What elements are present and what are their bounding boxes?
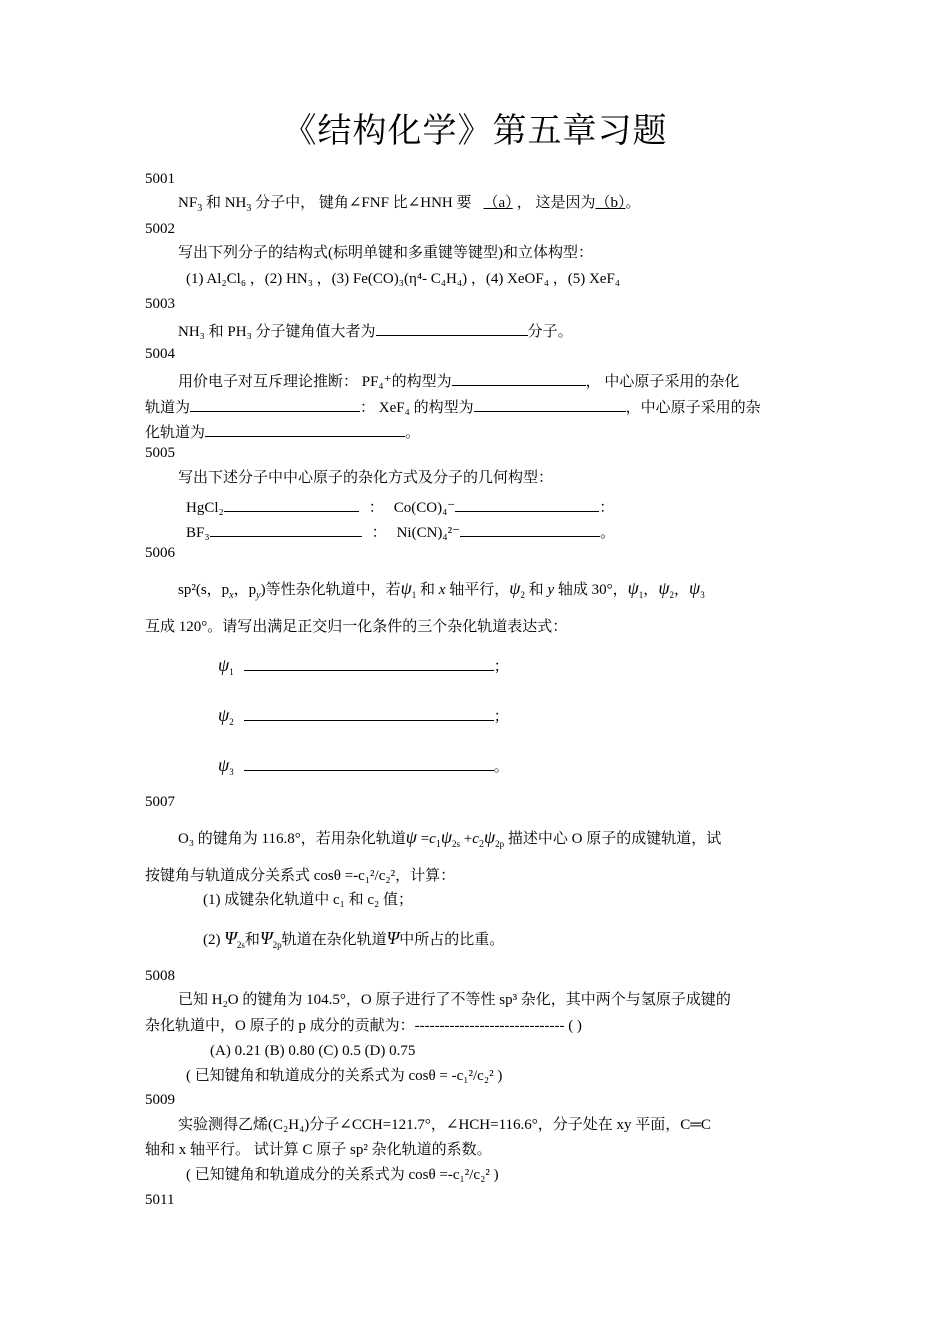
q5007-item2-text: 中所占的比重。	[399, 932, 505, 948]
answer-blank	[474, 395, 626, 412]
q5006-part: 和	[524, 582, 548, 598]
answer-blank	[205, 420, 405, 437]
page-title: 《结构化学》第五章习题	[282, 113, 668, 150]
end-mark: 。	[493, 759, 509, 775]
answer-blank	[190, 395, 360, 412]
psi-symbol: ψ	[400, 578, 412, 598]
question-5008-options: (A) 0.21 (B) 0.80 (C) 0.5 (D) 0.75	[210, 1043, 416, 1059]
question-number-5011: 5011	[145, 1192, 175, 1208]
psi-symbol: ψ	[218, 755, 230, 775]
question-5005-row1	[186, 495, 614, 517]
question-5004-line2	[145, 395, 761, 417]
psi-symbol: ψ	[218, 655, 230, 675]
end-mark: ；	[493, 659, 509, 675]
question-5004-line3	[145, 420, 420, 442]
question-number-5001: 5001	[145, 171, 175, 187]
hgcl2-label: HgCl₂	[186, 500, 224, 516]
question-5009-note: ( 已知键角和轨道成分的关系式为 cosθ =-c₁²/c₂² )	[186, 1167, 499, 1183]
q5007-item2-text: 轨道在杂化轨道	[281, 932, 387, 948]
question-5008-line1: 已知 H₂O 的键角为 104.5°，O 原子进行了不等性 sp³ 杂化，其中两个与氢原子成键的	[178, 992, 731, 1008]
question-5008-line2: 杂化轨道中，O 原子的 p 成分的贡献为：------------------------------ ( )	[145, 1018, 582, 1034]
q5001-part-e: 。	[625, 195, 641, 211]
q5007-part: 描述中心 O 原子的成键轨道，试	[504, 831, 722, 847]
psi-symbol: Ψ	[224, 928, 237, 948]
psi-symbol: Ψ	[386, 928, 400, 948]
q5004-l2a: 轨道为	[145, 400, 191, 416]
answer-blank	[244, 704, 494, 721]
question-5002-line1: 写出下列分子的结构式(标明单键和多重键等键型)和立体构型：	[178, 245, 593, 261]
q5006-part: sp²(s，p	[178, 582, 230, 598]
question-5006-line2: 互成 120°。请写出满足正交归一化条件的三个杂化轨道表达式：	[145, 619, 568, 635]
answer-blank	[224, 495, 359, 512]
answer-blank	[210, 520, 362, 537]
psi-symbol: ψ	[218, 705, 230, 725]
blank-a: （a）	[483, 195, 513, 211]
q5006-part: 轴成 30°，	[554, 582, 628, 598]
bf3-label: BF₃	[186, 525, 210, 541]
question-5004-line1	[178, 369, 739, 391]
end-mark: 。	[600, 525, 616, 541]
psi-symbol: ψ	[405, 827, 417, 847]
answer-blank	[452, 369, 586, 386]
nicn4-label: Ni(CN)₄²⁻	[396, 525, 461, 541]
question-5009-line2: 轴和 x 轴平行。 试计算 C 原子 sp² 杂化轨道的系数。	[145, 1142, 492, 1158]
question-number-5009: 5009	[145, 1092, 175, 1108]
answer-blank	[460, 520, 600, 537]
answer-blank	[455, 495, 599, 512]
q5006-part: )等性杂化轨道中，若	[260, 582, 401, 598]
question-5008-note: ( 已知键角和轨道成分的关系式为 cosθ = -c₁²/c₂² )	[186, 1068, 503, 1084]
question-number-5005: 5005	[145, 445, 175, 461]
blank-b: （b）	[595, 195, 626, 211]
q5001-part-b: 和 NH	[202, 195, 247, 211]
question-number-5006: 5006	[145, 545, 175, 561]
q5007-item2-and: 和	[244, 932, 260, 948]
question-5003-text	[178, 319, 573, 341]
question-5007-line2: 按键角与轨道成分关系式 cosθ =-c₁²/c₂²，计算：	[145, 868, 456, 884]
q5001-part-c: 分子中， 键角∠FNF 比∠HNH 要	[251, 195, 472, 211]
question-number-5007: 5007	[145, 794, 175, 810]
question-5002-line2: (1) Al₂Cl₆ ，(2) HN₃ ，(3) Fe(CO)₃(η⁴- C₄H₄) ，(4) XeOF₄ ，(5) XeF₄	[186, 271, 621, 287]
answer-blank	[244, 754, 494, 771]
q5007-item2-label: (2)	[203, 932, 221, 948]
end-mark: ；	[493, 709, 509, 725]
psi3-expression-row: $\psi_3$ 。	[218, 755, 509, 777]
question-5007-item2: (2) $\Psi_{2s}$和$\Psi_{2p}$轨道在杂化轨道Ψ中所占的比重。	[203, 928, 505, 950]
q5006-part: 轴平行，	[445, 582, 510, 598]
q5004-l1b: ， 中心原子采用的杂化	[585, 374, 740, 390]
psi-symbol: ψ	[689, 578, 701, 598]
psi-symbol: ψ	[440, 827, 453, 847]
separator: ：	[368, 500, 384, 516]
question-5005-row2	[186, 520, 615, 542]
question-number-5003: 5003	[145, 296, 175, 312]
question-5009-line1: 实验测得乙烯(C₂H₄)分子∠CCH=121.7°，∠HCH=116.6°，分子处在 xy 平面，C═C	[178, 1117, 711, 1133]
q5004-l3b: 。	[405, 425, 421, 441]
question-5001-text: $NF_3$ 和 $NH_3$ 分子中， 键角∠FNF 比∠HNH 要 （a） ， 这是因为（b）。	[178, 195, 641, 214]
q5003-tail: 分子。	[527, 324, 573, 340]
q5001-part-d: ， 这是因为	[516, 195, 596, 211]
q5004-l1a: 用价电子对互斥理论推断： PF₄⁺的构型为	[178, 374, 452, 390]
separator: ：	[599, 500, 615, 516]
q5006-part: ，p	[233, 582, 257, 598]
psi-symbol: Ψ	[259, 928, 273, 948]
question-5006-line1: sp²(s，$p_x$，$p_y$)等性杂化轨道中，若$\psi_1$ 和 x 轴平行，$\psi_2$ 和 y 轴成 30°，$\psi_1$，$\psi_2$，$\psi_3$	[178, 578, 705, 601]
answer-blank	[376, 319, 528, 336]
q5004-l3a: 化轨道为	[145, 425, 206, 441]
separator: ：	[371, 525, 387, 541]
q5007-part: O₃ 的键角为 116.8°，若用杂化轨道	[178, 831, 406, 847]
psi-symbol: ψ	[509, 578, 521, 598]
question-number-5004: 5004	[145, 346, 175, 362]
psi2-expression-row: $\psi_2$ ；	[218, 705, 509, 727]
answer-blank	[244, 654, 494, 671]
psi-symbol: ψ	[627, 578, 639, 598]
psi-symbol: ψ	[658, 578, 670, 598]
q5001-part-a: NF	[178, 195, 198, 211]
psi1-expression-row: $\psi_1$ ；	[218, 655, 509, 677]
question-5007-line1: O₃ 的键角为 116.8°，若用杂化轨道$\psi =c_1\psi_{2s} +c_2\psi_{2p}$ 描述中心 O 原子的成键轨道，试	[178, 827, 722, 850]
q5006-part: 和	[416, 582, 439, 598]
coco4-label: Co(CO)₄⁻	[393, 500, 456, 516]
q5003-line: NH₃ 和 PH₃ 分子键角值大者为	[178, 324, 376, 340]
q5004-l2b: ： XeF₄ 的构型为	[360, 400, 474, 416]
question-5007-item1: (1) 成键杂化轨道中 c₁ 和 c₂ 值；	[203, 892, 414, 908]
psi-symbol: ψ	[483, 827, 496, 847]
question-5005-line1: 写出下述分子中中心原子的杂化方式及分子的几何构型：	[178, 470, 554, 486]
question-number-5008: 5008	[145, 968, 175, 984]
q5004-l2c: ，中心原子采用的杂	[625, 400, 761, 416]
question-number-5002: 5002	[145, 221, 175, 237]
